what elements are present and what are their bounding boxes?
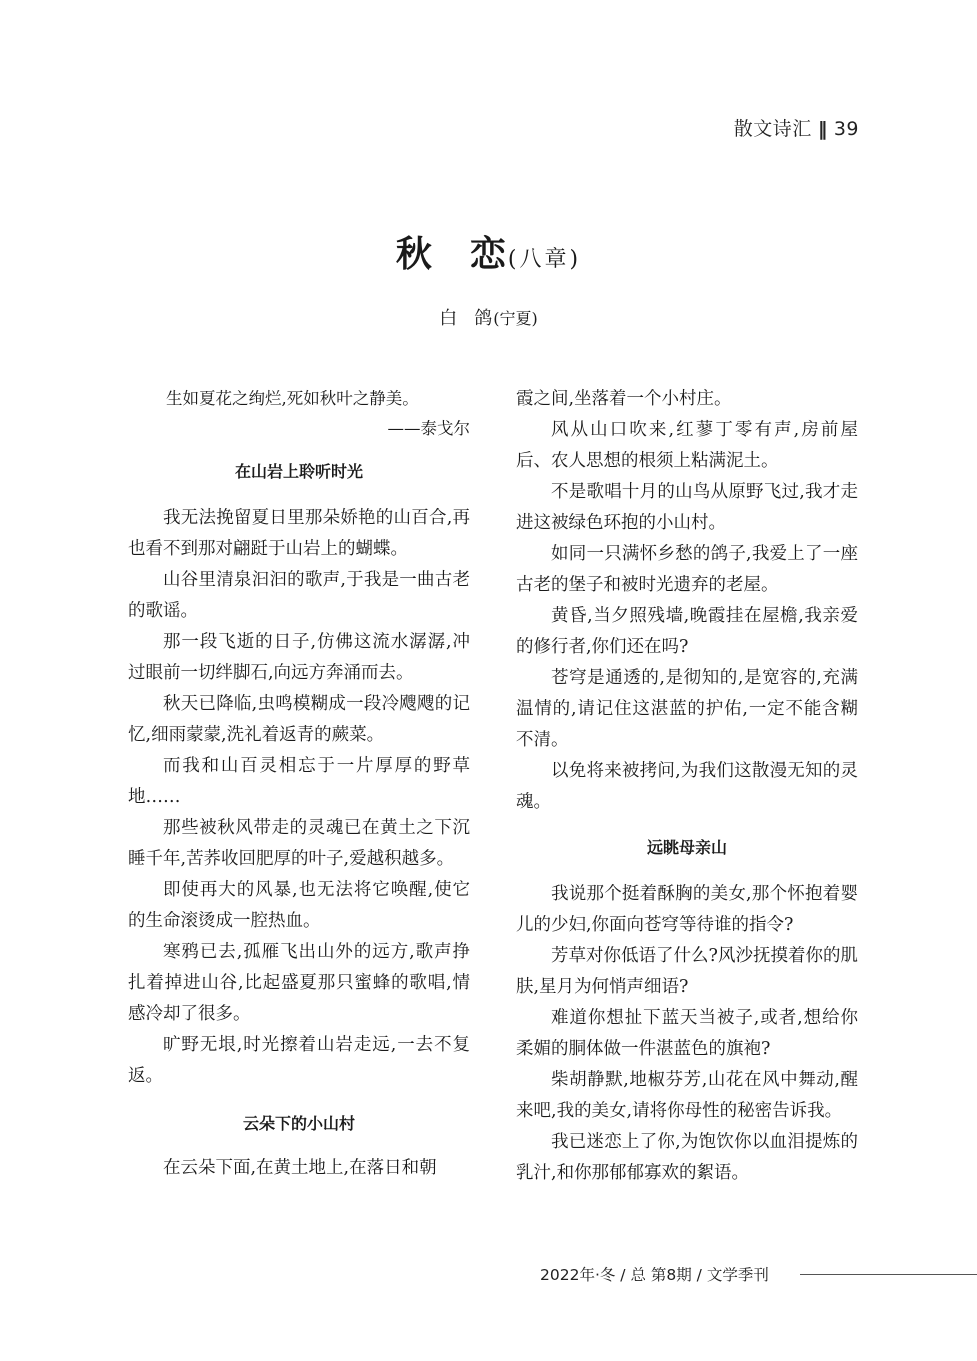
section-title: 远眺母亲山	[646, 838, 727, 857]
paragraph: 芳草对你低语了什么?风沙抚摸着你的肌肤,星月为何悄声细语?	[516, 946, 858, 997]
paragraph-continued: 霞之间,坐落着一个小村庄。	[516, 389, 732, 409]
paragraph: 难道你想扯下蓝天当被子,或者,想给你柔媚的胴体做一件湛蓝色的旗袍?	[516, 1008, 858, 1059]
title-char-1: 秋	[395, 233, 434, 275]
section-title: 在山岩上聆听时光	[234, 462, 363, 481]
epigraph-source: ——泰戈尔	[387, 419, 470, 438]
article-subtitle: (八章)	[507, 247, 582, 272]
paragraph: 苍穹是通透的,是彻知的,是宽容的,充满温情的,请记住这湛蓝的护佑,一定不能含糊不清。	[516, 668, 858, 750]
author-char-2: 鸽	[474, 308, 494, 329]
paragraph: 黄昏,当夕照残墙,晚霞挂在屋檐,我亲爱的修行者,你们还在吗?	[516, 606, 858, 657]
paragraph: 柴胡静默,地椒芬芳,山花在风中舞动,醒来吧,我的美女,请将你母性的秘密告诉我。	[516, 1070, 858, 1121]
paragraph: 即使再大的风暴,也无法将它唤醒,使它的生命滚烫成一腔热血。	[128, 880, 470, 931]
epigraph-text: 生如夏花之绚烂,死如秋叶之静美。	[166, 389, 419, 408]
paragraph: 那一段飞逝的日子,仿佛这流水潺潺,冲过眼前一切绊脚石,向远方奔涌而去。	[128, 632, 470, 683]
paragraph: 旷野无垠,时光擦着山岩走远,一去不复返。	[128, 1035, 470, 1086]
paragraph: 如同一只满怀乡愁的鸽子,我爱上了一座古老的堡子和被时光遗弃的老屋。	[516, 544, 858, 595]
left-column	[128, 384, 470, 1184]
section-title: 云朵下的小山村	[242, 1114, 355, 1133]
running-header	[734, 114, 859, 141]
author-region: (宁夏)	[493, 309, 538, 328]
paragraph: 以免将来被拷问,为我们这散漫无知的灵魂。	[516, 761, 858, 812]
column-name: 散文诗汇	[733, 118, 812, 140]
paragraph: 不是歌唱十月的山鸟从原野飞过,我才走进这被绿色环抱的小山村。	[516, 482, 858, 533]
title-char-2: 恋	[469, 233, 508, 275]
footer-rule	[800, 1274, 977, 1275]
paragraph: 秋天已降临,虫鸣模糊成一段冷飕飕的记忆,细雨蒙蒙,洗礼着返青的蕨菜。	[128, 694, 470, 745]
paragraph: 寒鸦已去,孤雁飞出山外的远方,歌声挣扎着掉进山谷,比起盛夏那只蜜蜂的歌唱,情感冷却了很多。	[128, 942, 470, 1024]
author-name	[439, 308, 493, 329]
running-footer: 2022年·冬 / 总 第8期 / 文学季刊	[540, 1266, 769, 1284]
title-block	[0, 226, 977, 277]
paragraph: 山谷里清泉汩汩的歌声,于我是一曲古老的歌谣。	[128, 570, 470, 621]
paragraph: 在云朵下面,在黄土地上,在落日和朝	[163, 1158, 437, 1178]
paragraph: 我说那个挺着酥胸的美女,那个怀抱着婴儿的少妇,你面向苍穹等待谁的指令?	[516, 884, 858, 935]
paragraph: 我无法挽留夏日里那朵娇艳的山百合,再也看不到那对翩跹于山岩上的蝴蝶。	[128, 508, 470, 559]
author-line	[0, 304, 977, 330]
right-column	[516, 384, 858, 1189]
author-char-1: 白	[439, 308, 459, 329]
article-title	[396, 233, 508, 275]
paragraph: 而我和山百灵相忘于一片厚厚的野草地……	[128, 756, 470, 807]
paragraph: 那些被秋风带走的灵魂已在黄土之下沉睡千年,苦荞收回肥厚的叶子,爱越积越多。	[128, 818, 470, 869]
header-separator: ‖	[817, 118, 828, 140]
paragraph: 我已迷恋上了你,为饱饮你以血泪提炼的乳汁,和你那郁郁寡欢的絮语。	[516, 1132, 858, 1183]
paragraph: 风从山口吹来,红蓼丁零有声,房前屋后、农人思想的根须上粘满泥土。	[516, 420, 858, 471]
page-number: 39	[833, 118, 859, 140]
